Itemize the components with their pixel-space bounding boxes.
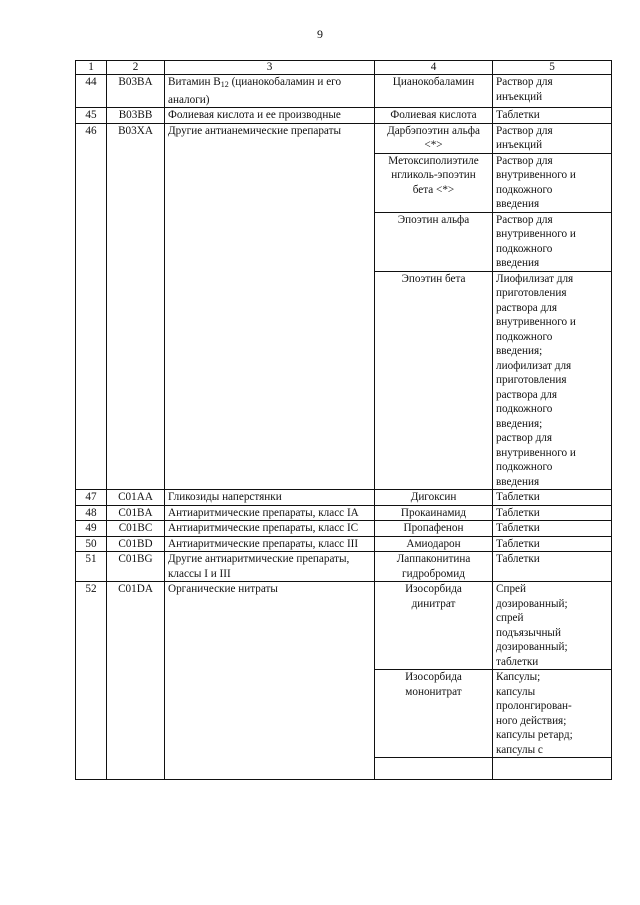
atc-code: C01AA	[107, 490, 165, 506]
drug-name: Эпоэтин бета	[375, 271, 493, 490]
row-number: 45	[76, 108, 107, 124]
drug-name: Амиодарон	[375, 536, 493, 552]
empty-cell	[375, 758, 493, 780]
group-name: Антиаритмические препараты, класс IA	[165, 505, 375, 521]
header-col-1: 1	[76, 61, 107, 75]
dosage-form: Таблетки	[493, 536, 612, 552]
row-number: 44	[76, 75, 107, 108]
drug-name: Дарбэпоэтин альфа <*>	[375, 123, 493, 153]
group-name: Антиаритмические препараты, класс III	[165, 536, 375, 552]
table-row	[76, 505, 612, 521]
atc-code: B03BA	[107, 75, 165, 108]
table-row	[76, 490, 612, 506]
atc-code: C01BD	[107, 536, 165, 552]
page-number: 9	[317, 27, 323, 41]
atc-code: C01DA	[107, 582, 165, 780]
atc-code: B03XA	[107, 123, 165, 490]
table-row	[76, 521, 612, 537]
header-row	[76, 61, 612, 75]
table-row	[76, 123, 612, 153]
dosage-form: Капсулы; капсулы пролонгирован- ного действия; капсулы ретард; капсулы с	[493, 670, 612, 758]
atc-code: C01BC	[107, 521, 165, 537]
group-name: Гликозиды наперстянки	[165, 490, 375, 506]
drug-table	[75, 60, 612, 780]
row-number: 49	[76, 521, 107, 537]
group-name: Антиаритмические препараты, класс IC	[165, 521, 375, 537]
table-row	[76, 552, 612, 582]
table-row	[76, 536, 612, 552]
row-number: 48	[76, 505, 107, 521]
header-col-2: 2	[107, 61, 165, 75]
dosage-form: Лиофилизат для приготовления раствора для внутривенного и подкожного введения; лиофилизат для приготовления раствора для подкожного введения; раствор для внутривенного и подкожного введения	[493, 271, 612, 490]
drug-name: Цианокобаламин	[375, 75, 493, 108]
header-col-4: 4	[375, 61, 493, 75]
dosage-form: Таблетки	[493, 521, 612, 537]
dosage-form: Спрей дозированный; спрей подъязычный дозированный; таблетки	[493, 582, 612, 670]
drug-name: Прокаинамид	[375, 505, 493, 521]
drug-name: Лаппаконитина гидробромид	[375, 552, 493, 582]
empty-cell	[493, 758, 612, 780]
dosage-form: Таблетки	[493, 552, 612, 582]
row-number: 47	[76, 490, 107, 506]
dosage-form: Раствор для инъекций	[493, 123, 612, 153]
dosage-form: Таблетки	[493, 490, 612, 506]
drug-name: Фолиевая кислота	[375, 108, 493, 124]
group-name-subscript: 12	[220, 80, 229, 89]
group-name	[165, 75, 375, 108]
drug-name: Эпоэтин альфа	[375, 212, 493, 271]
dosage-form: Раствор для внутривенного и подкожного введения	[493, 212, 612, 271]
atc-code: C01BG	[107, 552, 165, 582]
row-number: 51	[76, 552, 107, 582]
group-name: Органические нитраты	[165, 582, 375, 780]
header-col-5: 5	[493, 61, 612, 75]
drug-name: Изосорбида динитрат	[375, 582, 493, 670]
dosage-form: Таблетки	[493, 505, 612, 521]
header-col-3: 3	[165, 61, 375, 75]
drug-name: Пропафенон	[375, 521, 493, 537]
group-name: Фолиевая кислота и ее производные	[165, 108, 375, 124]
drug-name: Метоксиполиэтиле нгликоль-эпоэтин бета <*>	[375, 153, 493, 212]
row-number: 50	[76, 536, 107, 552]
table-row	[76, 75, 612, 108]
group-name: Другие антиаритмические препараты, классы I и III	[165, 552, 375, 582]
row-number: 52	[76, 582, 107, 780]
group-name-part: (цианокобаламин и его аналоги)	[168, 76, 342, 106]
group-name: Другие антианемические препараты	[165, 123, 375, 490]
atc-code: B03BB	[107, 108, 165, 124]
drug-name: Изосорбида мононитрат	[375, 670, 493, 758]
group-name-part: Витамин B	[168, 76, 221, 88]
table-row	[76, 108, 612, 124]
table-row	[76, 582, 612, 670]
atc-code: C01BA	[107, 505, 165, 521]
dosage-form: Раствор для инъекций	[493, 75, 612, 108]
dosage-form: Таблетки	[493, 108, 612, 124]
drug-name: Дигоксин	[375, 490, 493, 506]
dosage-form: Раствор для внутривенного и подкожного введения	[493, 153, 612, 212]
row-number: 46	[76, 123, 107, 490]
